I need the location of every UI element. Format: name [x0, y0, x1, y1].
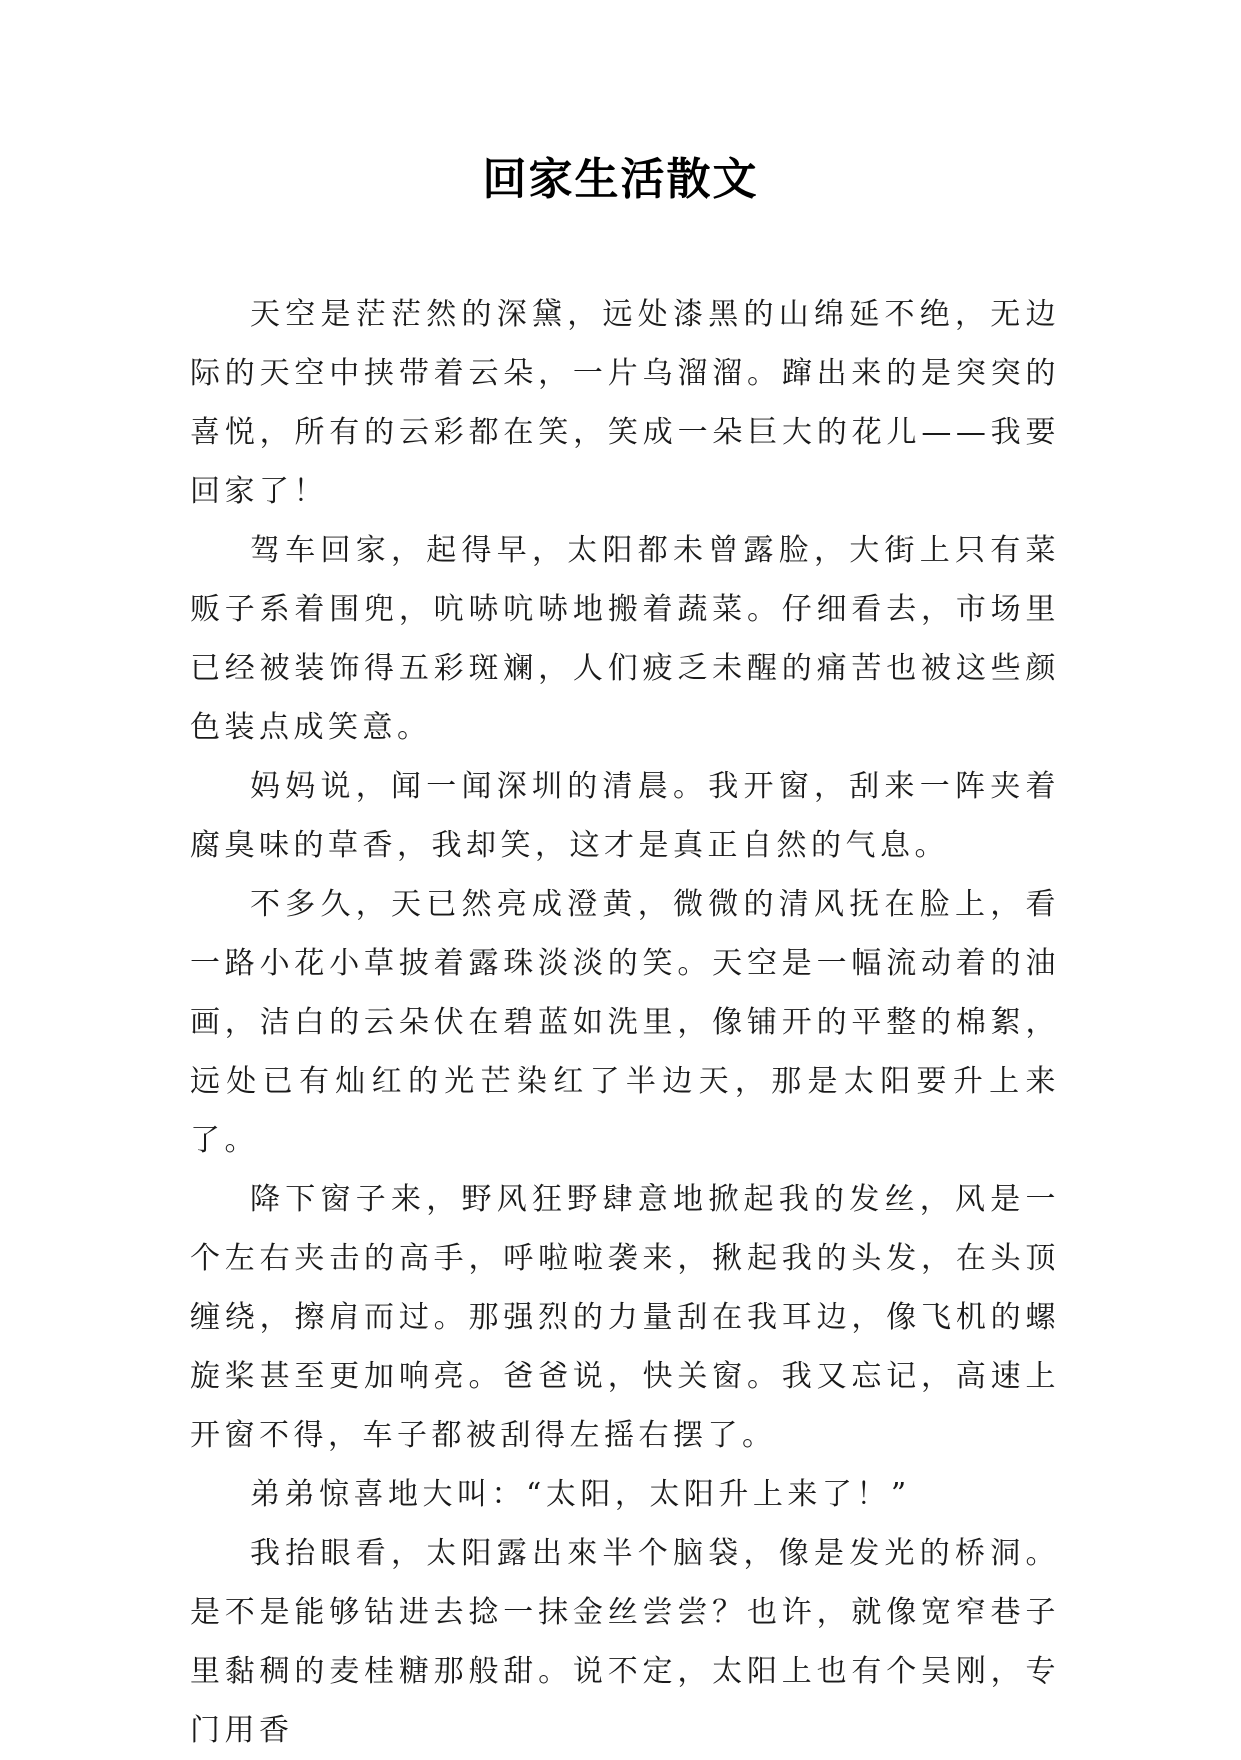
- paragraph: 弟弟惊喜地大叫：“太阳，太阳升上来了！”: [250, 1477, 911, 1512]
- paragraph: 不多久，天已然亮成澄黄，微微的清风抚在脸上，看一路小花小草披着露珠淡淡的笑。天空是一幅流动着的油画，洁白的云朵伏在碧蓝如洗里，像铺开的平整的棉絮，远处已有灿红的光芒染红了半边天，那是太阳要升上来了。: [190, 887, 1060, 1158]
- document-body: [190, 285, 1060, 1760]
- paragraph: 降下窗子来，野风狂野肆意地掀起我的发丝，风是一个左右夹击的高手，呼啦啦袭来，揪起我的头发，在头顶缠绕，擦肩而过。那强烈的力量刮在我耳边，像飞机的螺旋桨甚至更加响亮。爸爸说，快关窗。我又忘记，高速上开窗不得，车子都被刮得左摇右摆了。: [190, 1182, 1060, 1453]
- paragraph: 我抬眼看，太阳露出來半个脑袋，像是发光的桥洞。是不是能够钻进去捻一抹金丝尝尝？也许，就像宽窄巷子里黏稠的麦桂糖那般甜。说不定，太阳上也有个吴刚，专门用香: [190, 1536, 1060, 1748]
- paragraph: 天空是茫茫然的深黛，远处漆黑的山绵延不绝，无边际的天空中挟带着云朵，一片乌溜溜。蹿出来的是突突的喜悦，所有的云彩都在笑，笑成一朵巨大的花儿——我要回家了！: [190, 297, 1060, 509]
- paragraph: 妈妈说，闻一闻深圳的清晨。我开窗，刮来一阵夹着腐臭味的草香，我却笑，这才是真正自然的气息。: [190, 769, 1060, 863]
- document-title: 回家生活散文: [482, 154, 759, 205]
- paragraph: 驾车回家，起得早，太阳都未曾露脸，大街上只有菜贩子系着围兜，吭哧吭哧地搬着蔬菜。仔细看去，市场里已经被装饰得五彩斑斓，人们疲乏未醒的痛苦也被这些颜色装点成笑意。: [190, 533, 1060, 745]
